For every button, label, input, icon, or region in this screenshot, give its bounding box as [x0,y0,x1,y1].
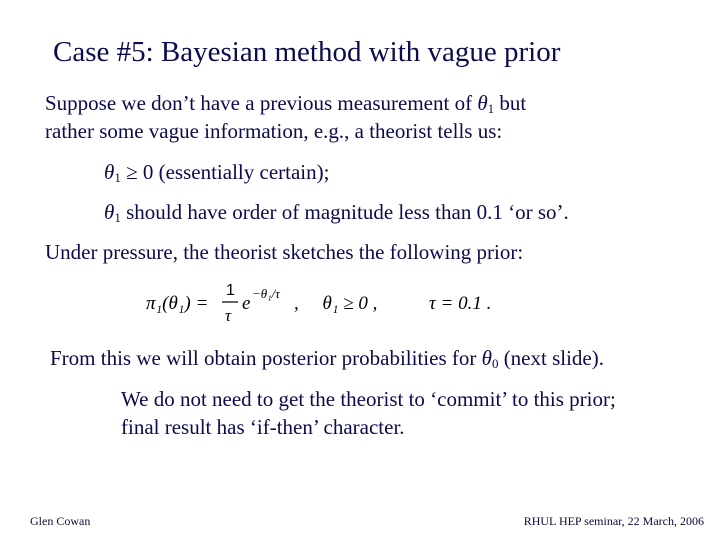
posterior-text [50,344,604,378]
bullet-text: should have order of magnitude less than 0.1 ‘or so’. [120,200,569,224]
theta-subscript: 1 [114,170,121,185]
formula-condition-tau: τ = 0.1 . [429,293,492,314]
formula-lhs: π₁(θ₁) = [146,293,209,314]
bullet-item [104,198,569,232]
intro-line-2: rather some vague information, e.g., a theorist tells us: [45,119,503,143]
theta-symbol: θ [481,346,492,370]
commit-line-2: final result has ‘if-then’ character. [121,415,405,439]
intro-line-1-post: but [494,91,527,115]
footer-event: RHUL HEP seminar, 22 March, 2006 [523,514,704,528]
commit-line-1: We do not need to get the theorist to ‘commit’ to this prior; [121,387,616,411]
theta-symbol: θ [104,160,115,184]
bullet-text: ≥ 0 (essentially certain); [120,160,330,184]
bullet-item [104,158,329,192]
formula-denominator: τ [225,306,232,325]
intro-line-1-pre: Suppose we don’t have a previous measurement of [45,91,478,115]
theta-subscript: 1 [114,210,121,225]
formula-exp-base: e [242,293,251,314]
posterior-post: (next slide). [498,346,604,370]
formula-numerator: 1 [226,282,235,299]
prior-formula-svg [146,281,526,331]
theta-subscript: 0 [491,356,499,371]
theta-symbol: θ [477,91,488,115]
slide-title: Case #5: Bayesian method with vague prior [53,36,561,68]
prior-formula [146,281,526,336]
theta-symbol: θ [104,200,115,224]
theta-subscript: 1 [487,101,495,116]
pressure-text: Under pressure, the theorist sketches the following prior: [45,240,524,264]
formula-exponent: −θ₁/τ [252,286,280,301]
posterior-pre: From this we will obtain posterior probabilities for [50,346,482,370]
footer-author: Glen Cowan [30,514,91,528]
formula-condition-theta: , θ₁ ≥ 0 , [294,293,378,314]
